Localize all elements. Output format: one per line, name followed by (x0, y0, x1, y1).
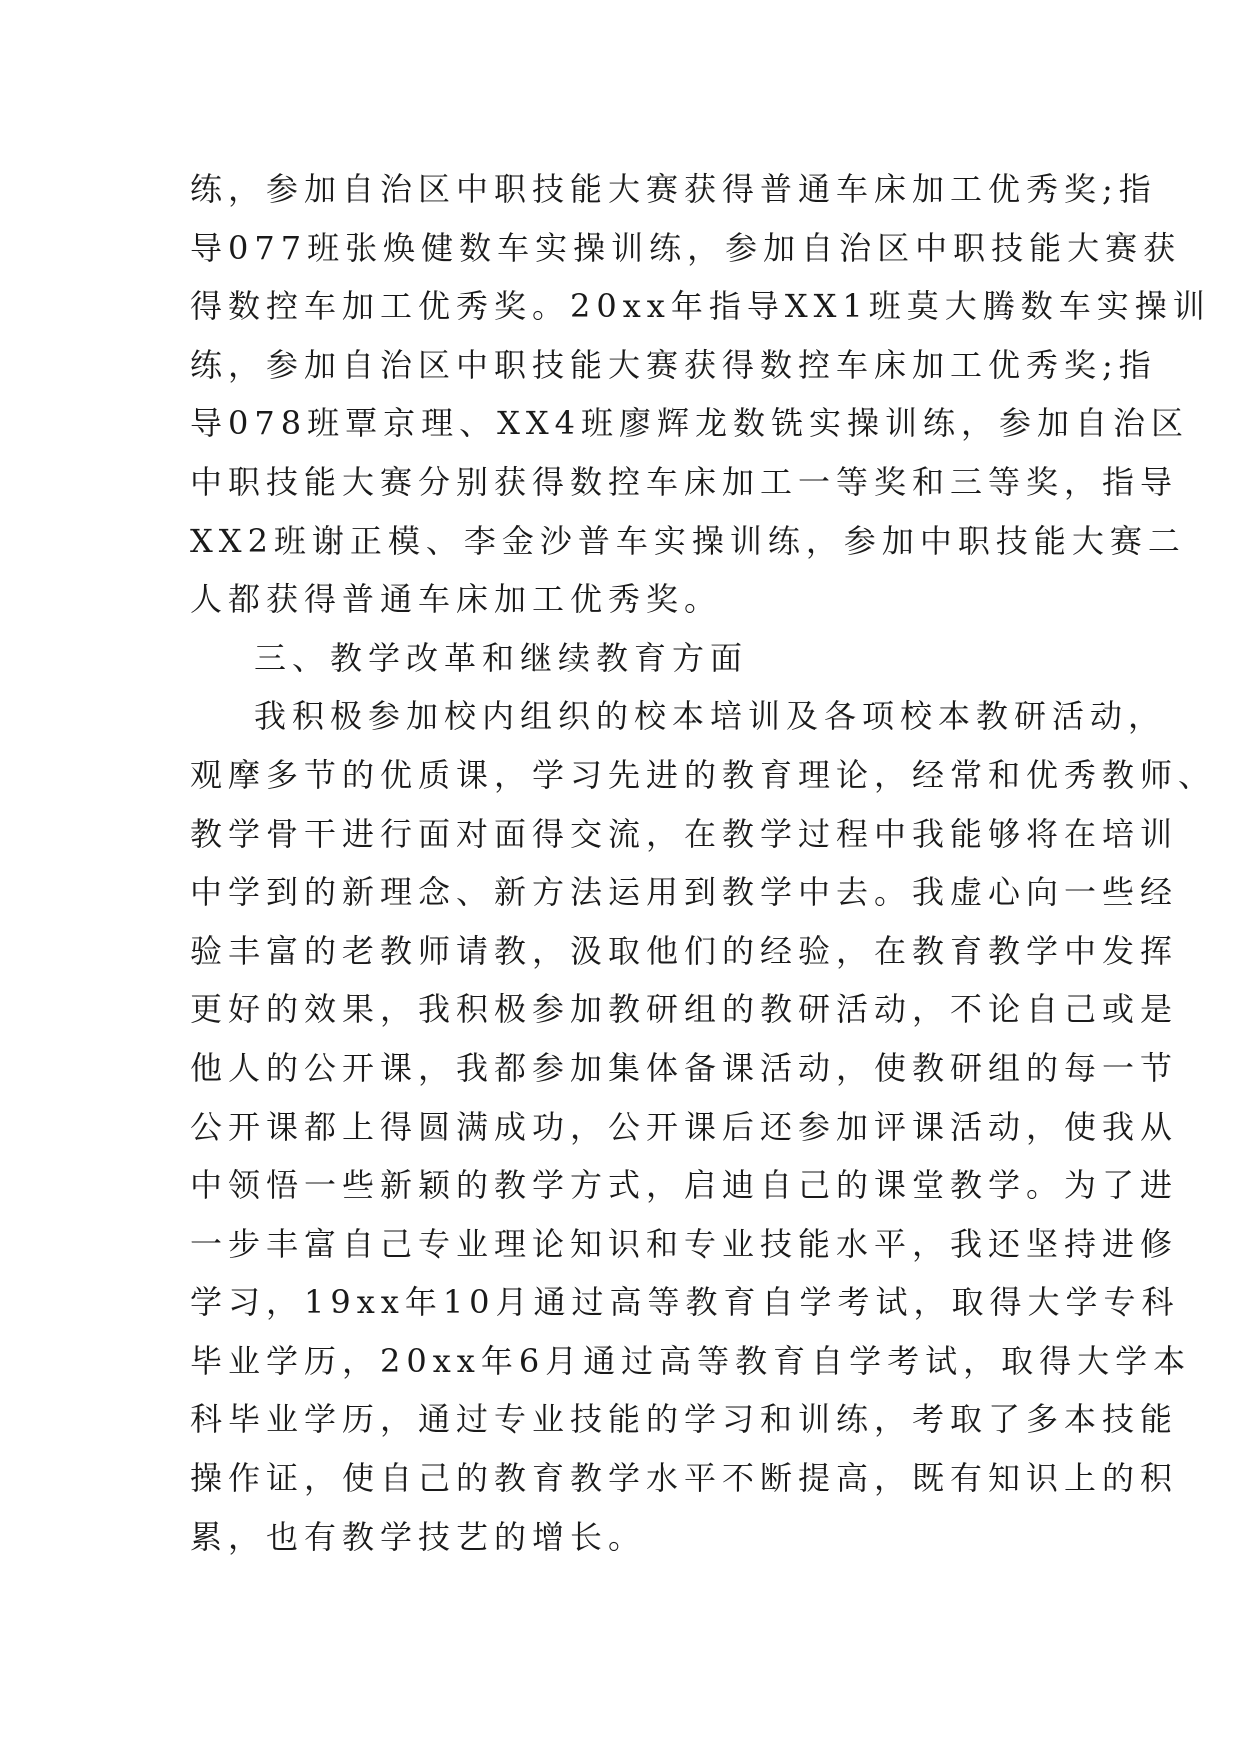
text-line: 学习，19xx年10月通过高等教育自学考试，取得大学专科 (190, 1283, 1180, 1322)
paragraph-teaching-reform (190, 687, 1217, 1566)
text-line: 他人的公开课，我都参加集体备课活动，使教研组的每一节 (190, 1048, 1179, 1087)
text-line: XX2班谢正模、李金沙普车实操训练，参加中职技能大赛二 (190, 521, 1186, 560)
text-line: 科毕业学历，通过专业技能的学习和训练，考取了多本技能 (190, 1400, 1179, 1439)
text-line: 得数控车加工优秀奖。20xx年指导XX1班莫大腾数车实操训 (190, 287, 1211, 326)
text-line: 操作证，使自己的教育教学水平不断提高，既有知识上的积 (190, 1459, 1179, 1498)
text-line: 中领悟一些新颖的教学方式，启迪自己的课堂教学。为了进 (190, 1166, 1179, 1205)
text-line: 导077班张焕健数车实操训练，参加自治区中职技能大赛获 (190, 228, 1182, 267)
text-line: 中职技能大赛分别获得数控车床加工一等奖和三等奖，指导 (190, 462, 1179, 501)
text-line: 毕业学历，20xx年6月通过高等教育自学考试，取得大学本 (190, 1341, 1192, 1380)
text-line: 人都获得普通车床加工优秀奖。 (190, 580, 723, 619)
text-line: 一步丰富自己专业理论知识和专业技能水平，我还坚持进修 (190, 1224, 1179, 1263)
paragraph-awards (190, 160, 1211, 629)
section-heading: 三、教学改革和继续教育方面 (254, 638, 749, 677)
text-line: 练，参加自治区中职技能大赛获得普通车床加工优秀奖;指 (190, 170, 1157, 208)
document-body (190, 160, 1217, 1566)
text-line: 导078班覃京理、XX4班廖辉龙数铣实操训练，参加自治区 (190, 404, 1190, 443)
text-line: 观摩多节的优质课，学习先进的教育理论，经常和优秀教师、 (190, 755, 1217, 794)
text-line: 教学骨干进行面对面得交流，在教学过程中我能够将在培训 (190, 814, 1179, 853)
text-line: 公开课都上得圆满成功，公开课后还参加评课活动，使我从 (190, 1107, 1179, 1146)
text-line: 中学到的新理念、新方法运用到教学中去。我虚心向一些经 (190, 873, 1179, 912)
text-line: 练，参加自治区中职技能大赛获得数控车床加工优秀奖;指 (190, 345, 1157, 384)
text-line: 累，也有教学技艺的增长。 (190, 1517, 647, 1556)
text-line: 我积极参加校内组织的校本培训及各项校本教研活动， (254, 697, 1167, 736)
text-line: 验丰富的老教师请教，汲取他们的经验，在教育教学中发挥 (190, 931, 1179, 970)
text-line: 更好的效果，我积极参加教研组的教研活动，不论自己或是 (190, 990, 1179, 1029)
